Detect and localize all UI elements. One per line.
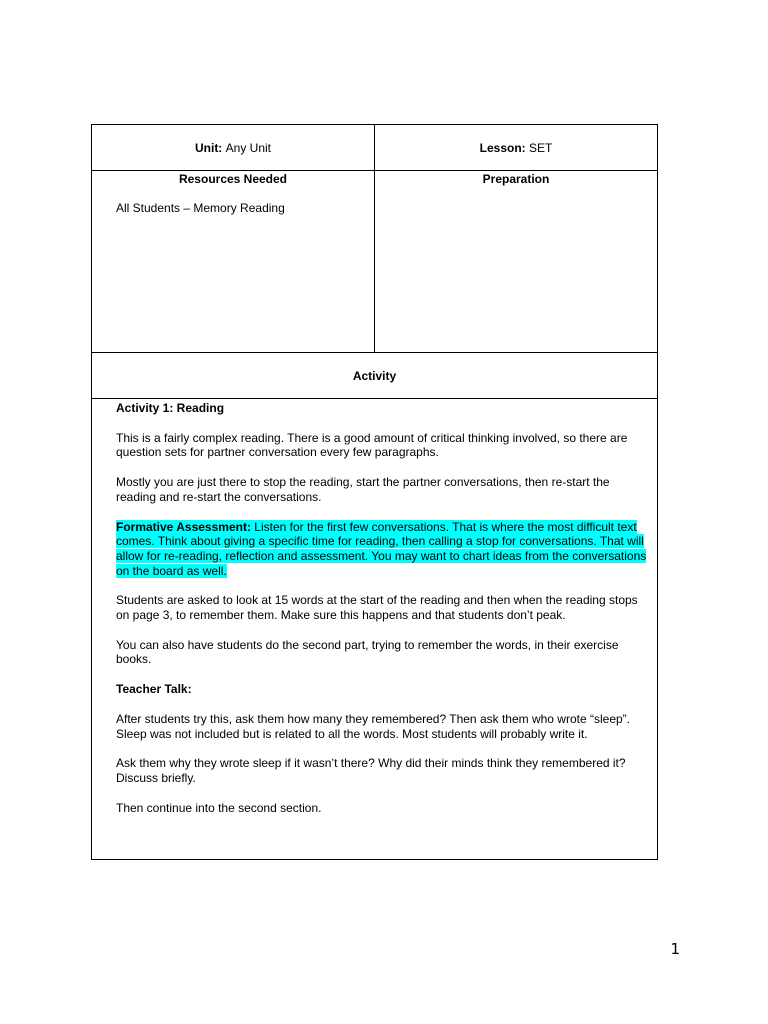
resources-title: Resources Needed <box>178 172 288 186</box>
activity-paragraph-8: Then continue into the second section. <box>116 800 322 815</box>
activity-paragraph-5: You can also have students do the second part, trying to remember the words, in their exercise books. <box>116 637 619 667</box>
preparation-title: Preparation <box>482 172 550 186</box>
lesson-plan-table <box>91 124 658 860</box>
preparation-cell <box>375 171 657 352</box>
activity-paragraph-7: Ask them why they wrote sleep if it wasn’t there? Why did their minds think they remembered it? Discuss briefly. <box>116 756 626 785</box>
activity-paragraph-2: Mostly you are just there to stop the reading, start the partner conversations, then re-start the reading and re-start the conversations. <box>116 475 610 504</box>
activity-heading-row <box>92 353 657 399</box>
header-row <box>92 125 657 171</box>
resources-row <box>92 171 657 353</box>
unit-label: Unit: <box>194 140 223 155</box>
activity-paragraph-6: After students try this, ask them how many they remembered? Then ask them who wrote “sleep”. Sleep was not included but is related to all the words. Most students will probably write it. <box>116 711 631 741</box>
resources-cell <box>92 171 375 352</box>
activity-title: Activity 1: Reading <box>116 401 225 415</box>
activity-row <box>92 399 657 859</box>
resources-item: All Students – Memory Reading <box>116 201 285 215</box>
formative-assessment-text: Listen for the first few conversations. That is where the most difficult text comes. Think about giving a specific time for reading, then calling a stop for conversations. That will allow for re-reading, reflection and assessment. You may want to chart ideas from the conversations on the board as well. <box>116 519 647 578</box>
lesson-label: Lesson: <box>479 140 526 155</box>
unit-value: Any Unit <box>225 140 272 155</box>
formative-assessment-label: Formative Assessment: <box>116 519 251 534</box>
activity-paragraph-1: This is a fairly complex reading. There is a good amount of critical thinking involved, so there are question sets for partner conversation every few paragraphs. <box>116 430 628 460</box>
page-number: 1 <box>670 940 680 958</box>
teacher-talk-heading: Teacher Talk: <box>116 682 192 697</box>
unit-cell <box>92 125 375 170</box>
activity-body <box>92 399 657 859</box>
formative-assessment-paragraph <box>116 520 647 579</box>
activity-heading: Activity <box>352 368 397 383</box>
activity-paragraph-4: Students are asked to look at 15 words at the start of the reading and then when the reading stops on page 3, to remember them. Make sure this happens and that students don’t peak. <box>116 593 638 623</box>
lesson-cell <box>375 125 657 170</box>
lesson-value: SET <box>529 140 553 155</box>
